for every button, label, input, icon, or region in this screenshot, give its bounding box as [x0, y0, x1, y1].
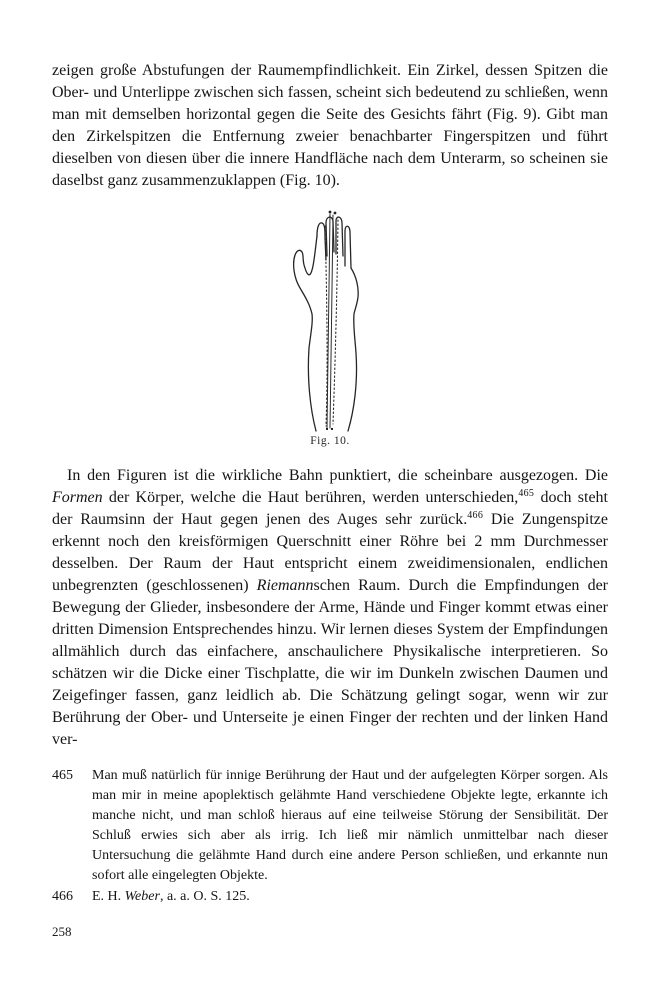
paragraph-text: Die Zungenspitze erkennt noch den kreisförmigen Querschnitt einer Röhre bei 2 mm Durchmesser desselben. Der Raum der Haut entspricht einem zweidimensionalen, endlichen unbegrenzten (geschlossenen) — [52, 511, 609, 594]
footnote-number: 465 — [52, 768, 73, 783]
footnote-465 — [52, 766, 608, 886]
footnote-text: Man muß natürlich für innige Berührung der Haut und der aufgelegten Körper sorgen. Als man mir in meine apoplektisch gelähmte Hand verschiedene Objekte legte, erkannte ich manche nicht, und man schloß hieraus auf eine teilweise Störung der Sensibilität. Der Schluß erwies sich aber als irrig. Ich ließ mir nämlich unmittelbar nach dieser Untersuchung die gelähmte Hand durch eine andere Person schließen, und erkannte nun sofort alle eingelegten Objekte. — [92, 768, 608, 883]
italic-author-weber: Weber — [124, 889, 160, 904]
figure-10 — [52, 208, 608, 447]
footnote-ref-465: 465 — [518, 488, 535, 499]
footnote-466 — [52, 887, 608, 907]
paragraph-text: In den Figuren ist die wirkliche Bahn punktiert, die scheinbare ausgezogen. Die — [67, 467, 608, 484]
italic-term-riemann: Riemann — [256, 577, 314, 594]
footnote-ref-466: 466 — [467, 510, 484, 521]
italic-term-formen: Formen — [52, 489, 103, 506]
paragraph-text: schen Raum. Durch die Empfindungen der Bewegung der Glieder, insbesondere der Arme, Hände und Finger kommt etwas einer dritten Dimension Entsprechendes hinzu. Wir lernen dieses System der Empfindungen allmählich durch das einfachere, anschaulichere Physikalische interpretieren. So schätzen wir die Dicke einer Tischplatte, die wir im Dunkeln zwischen Daumen und Zeigefinger fassen, ganz leidlich ab. Die Schätzung gelingt sogar, wenn wir zur Berührung der Ober- und Unterseite je einen Finger der rechten und der linken Hand ver- — [52, 577, 608, 748]
figure-caption: Fig. 10. — [310, 435, 350, 447]
footnote-number: 466 — [52, 889, 73, 904]
footnote-text: E. H. Weber, a. a. O. S. 125. — [92, 889, 250, 904]
paragraph-text: doch steht der Raumsinn der Haut gegen jenen des Auges sehr zurück. — [52, 489, 608, 528]
paragraph-continuation: zeigen große Abstufungen der Raumempfindlichkeit. Ein Zirkel, dessen Spitzen die Ober- und Unterlippe zwischen sich fassen, scheint sich bedeutend zu schließen, wenn man mit demselben horizontal gegen die Seite des Gesichts fährt (Fig. 9). Gibt man den Zirkelspitzen die Entfernung zweier benachbarter Fingerspitzen und führt dieselben von diesen über die innere Handfläche nach dem Unterarm, so scheinen sie daselbst ganz zusammenzuklappen (Fig. 10). — [52, 62, 608, 189]
paragraph-text: der Körper, welche die Haut berühren, werden unterschieden, — [102, 489, 519, 506]
footnotes-section — [52, 766, 608, 907]
page-number: 258 — [52, 924, 72, 939]
hand-forearm-illustration — [282, 208, 378, 432]
paragraph-main — [52, 465, 608, 751]
